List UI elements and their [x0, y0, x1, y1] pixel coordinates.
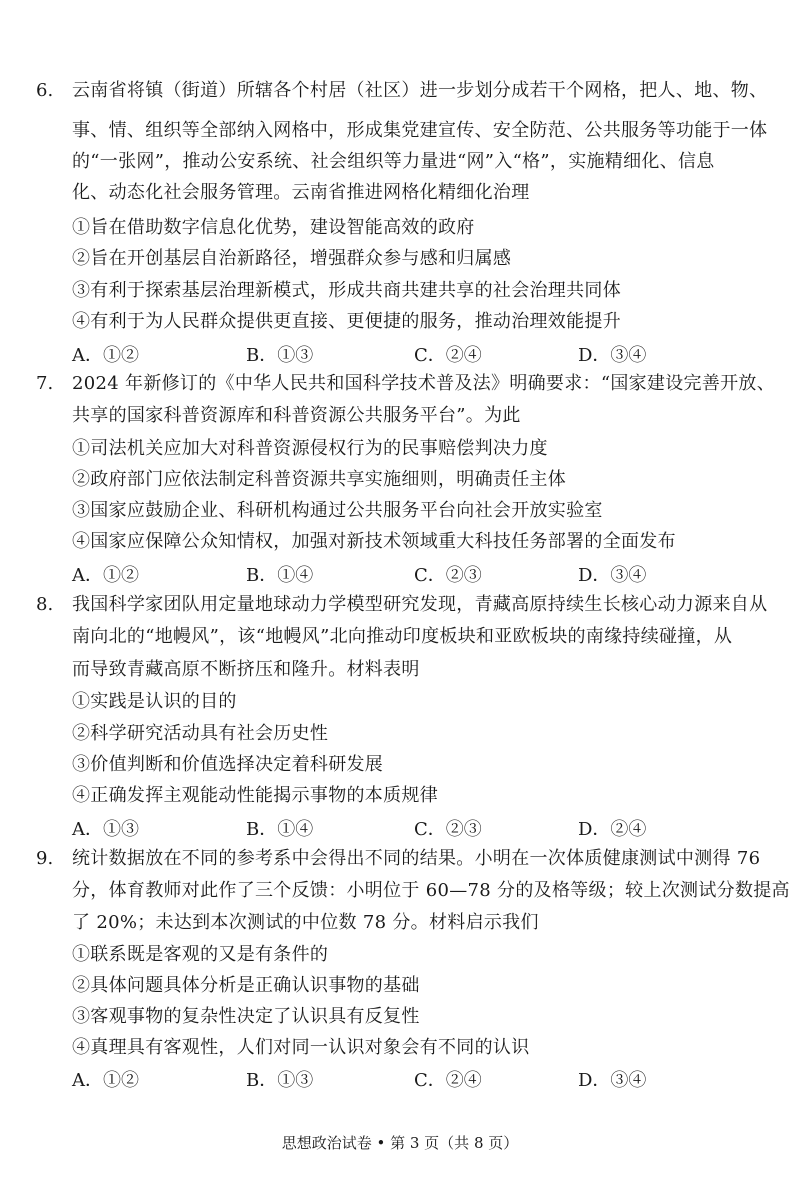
question-stem-line: 云南省将镇（街道）所辖各个村居（社区）进一步划分成若干个网格，把人、地、物、: [72, 80, 768, 101]
option-a: A．①③: [72, 819, 139, 840]
option-a: A．①②: [72, 1070, 139, 1091]
option-b: B．①③: [246, 345, 314, 366]
option-c: C．②④: [414, 1070, 482, 1091]
statement: ②具体问题具体分析是正确认识事物的基础: [72, 975, 420, 996]
question-stem-line: 共享的国家科普资源库和科普资源公共服务平台”。为此: [72, 405, 521, 426]
option-b: B．①④: [246, 819, 314, 840]
question-stem-line: 而导致青藏高原不断挤压和隆升。材料表明: [72, 659, 420, 680]
statement: ④国家应保障公众知情权，加强对新技术领域重大科技任务部署的全面发布: [72, 531, 676, 552]
question-number: 7.: [36, 373, 54, 394]
question-stem-line: 化、动态化社会服务管理。云南省推进网格化精细化治理: [72, 182, 530, 203]
option-d: D．③④: [578, 565, 647, 586]
question-stem-line: 的“一张网”，推动公安系统、社会组织等力量进“网”入“格”，实施精细化、信息: [72, 151, 715, 172]
question-number: 6.: [36, 80, 54, 101]
statement: ①实践是认识的目的: [72, 691, 237, 712]
statement: ④正确发挥主观能动性能揭示事物的本质规律: [72, 785, 438, 806]
question-stem-line: 南向北的“地幔风”，该“地幔风”北向推动印度板块和亚欧板块的南缘持续碰撞，从: [72, 626, 733, 647]
question-stem-line: 分，体育教师对此作了三个反馈：小明位于 60—78 分的及格等级；较上次测试分数提高: [72, 880, 790, 901]
option-c: C．②④: [414, 345, 482, 366]
statement: ③价值判断和价值选择决定着科研发展: [72, 754, 384, 775]
option-d: D．③④: [578, 345, 647, 366]
option-d: D．②④: [578, 819, 647, 840]
option-a: A．①②: [72, 345, 139, 366]
question-number: 8.: [36, 594, 54, 615]
statement: ②旨在开创基层自治新路径，增强群众参与感和归属感: [72, 248, 512, 269]
question-stem-line: 我国科学家团队用定量地球动力学模型研究发现，青藏高原持续生长核心动力源来自从: [72, 594, 768, 615]
option-b: B．①③: [246, 1070, 314, 1091]
statement: ②政府部门应依法制定科普资源共享实施细则，明确责任主体: [72, 469, 567, 490]
question-stem-line: 事、情、组织等全部纳入网格中，形成集党建宣传、安全防范、公共服务等功能于一体: [72, 120, 768, 141]
statement: ①联系既是客观的又是有条件的: [72, 944, 329, 965]
statement: ①旨在借助数字信息化优势，建设智能高效的政府: [72, 217, 475, 238]
option-c: C．②③: [414, 565, 482, 586]
page-footer: 思想政治试卷 • 第 3 页（共 8 页）: [281, 1134, 519, 1152]
statement: ③客观事物的复杂性决定了认识具有反复性: [72, 1006, 420, 1027]
question-stem-line: 统计数据放在不同的参考系中会得出不同的结果。小明在一次体质健康测试中测得 76: [72, 848, 761, 869]
question-number: 9.: [36, 848, 54, 869]
statement: ③有利于探索基层治理新模式，形成共商共建共享的社会治理共同体: [72, 280, 621, 301]
statement: ④真理具有客观性，人们对同一认识对象会有不同的认识: [72, 1037, 530, 1058]
option-a: A．①②: [72, 565, 139, 586]
option-c: C．②③: [414, 819, 482, 840]
statement: ③国家应鼓励企业、科研机构通过公共服务平台向社会开放实验室: [72, 500, 603, 521]
option-b: B．①④: [246, 565, 314, 586]
option-d: D．③④: [578, 1070, 647, 1091]
question-stem-line: 2024 年新修订的《中华人民共和国科学技术普及法》明确要求：“国家建设完善开放、: [72, 373, 776, 394]
question-stem-line: 了 20%；未达到本次测试的中位数 78 分。材料启示我们: [72, 912, 539, 933]
statement: ④有利于为人民群众提供更直接、更便捷的服务，推动治理效能提升: [72, 311, 621, 332]
statement: ②科学研究活动具有社会历史性: [72, 723, 329, 744]
statement: ①司法机关应加大对科普资源侵权行为的民事赔偿判决力度: [72, 438, 548, 459]
